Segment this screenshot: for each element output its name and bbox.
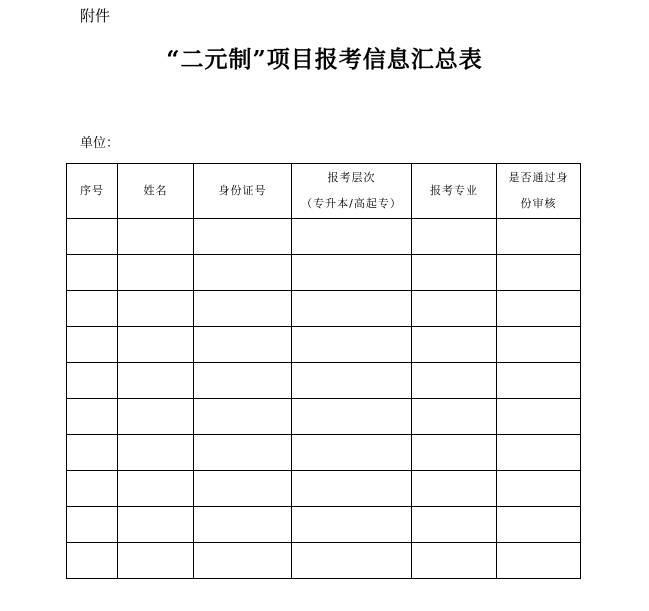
table-cell[interactable] (412, 435, 497, 471)
table-cell[interactable] (118, 255, 194, 291)
table-cell[interactable] (292, 435, 412, 471)
table-cell[interactable] (67, 255, 118, 291)
table-cell[interactable] (194, 255, 292, 291)
table-row (67, 327, 581, 363)
table-cell[interactable] (118, 327, 194, 363)
header-line: 报考专业 (430, 184, 478, 197)
table-cell[interactable] (412, 255, 497, 291)
table-cell[interactable] (118, 219, 194, 255)
table-cell[interactable] (292, 291, 412, 327)
table-row (67, 399, 581, 435)
table-cell[interactable] (194, 327, 292, 363)
table-cell[interactable] (118, 399, 194, 435)
table-cell[interactable] (497, 435, 581, 471)
table-cell[interactable] (292, 255, 412, 291)
attachment-label: 附件 (80, 7, 111, 25)
table-cell[interactable] (292, 399, 412, 435)
table-cell[interactable] (67, 471, 118, 507)
table-row (67, 435, 581, 471)
table-row (67, 543, 581, 579)
table-cell[interactable] (118, 507, 194, 543)
table-cell[interactable] (497, 471, 581, 507)
table-header-row (67, 164, 581, 219)
table-cell[interactable] (497, 291, 581, 327)
header-line: 份审核 (520, 197, 557, 210)
table-cell[interactable] (497, 543, 581, 579)
table-cell[interactable] (118, 291, 194, 327)
header-line: 身份证号 (218, 184, 267, 197)
column-header-index (67, 164, 118, 219)
table-cell[interactable] (194, 363, 292, 399)
table-cell[interactable] (194, 471, 292, 507)
table-cell[interactable] (497, 507, 581, 543)
table-cell[interactable] (412, 291, 497, 327)
table-cell[interactable] (292, 543, 412, 579)
table-cell[interactable] (292, 507, 412, 543)
column-header-verified (497, 164, 581, 219)
table-cell[interactable] (194, 507, 292, 543)
table-cell[interactable] (118, 435, 194, 471)
table-cell[interactable] (292, 327, 412, 363)
table-row (67, 471, 581, 507)
table-cell[interactable] (292, 363, 412, 399)
header-line: 报考层次 (327, 171, 376, 184)
table-cell[interactable] (118, 363, 194, 399)
table-cell[interactable] (194, 435, 292, 471)
registration-table (66, 163, 581, 579)
table-cell[interactable] (67, 363, 118, 399)
table-row (67, 219, 581, 255)
table-cell[interactable] (497, 219, 581, 255)
table-cell[interactable] (67, 291, 118, 327)
table-row (67, 255, 581, 291)
table-cell[interactable] (194, 543, 292, 579)
table-cell[interactable] (67, 399, 118, 435)
column-header-id-number (194, 164, 292, 219)
table-cell[interactable] (412, 327, 497, 363)
table-cell[interactable] (118, 471, 194, 507)
table-cell[interactable] (292, 471, 412, 507)
table-cell[interactable] (194, 219, 292, 255)
table-row (67, 363, 581, 399)
table-cell[interactable] (497, 363, 581, 399)
table-body (67, 219, 581, 579)
column-header-major (412, 164, 497, 219)
table-cell[interactable] (412, 471, 497, 507)
table-cell[interactable] (497, 255, 581, 291)
header-line: 序号 (80, 184, 104, 197)
column-header-level (292, 164, 412, 219)
header-line: 姓名 (143, 184, 168, 197)
table-cell[interactable] (67, 435, 118, 471)
table-cell[interactable] (194, 291, 292, 327)
table-cell[interactable] (194, 399, 292, 435)
table-cell[interactable] (67, 219, 118, 255)
column-header-name (118, 164, 194, 219)
table-cell[interactable] (118, 543, 194, 579)
table-cell[interactable] (497, 327, 581, 363)
table-cell[interactable] (67, 507, 118, 543)
header-line: （专升本/高起专） (301, 197, 402, 210)
table-row (67, 291, 581, 327)
table-cell[interactable] (412, 507, 497, 543)
table-row (67, 507, 581, 543)
table-cell[interactable] (412, 543, 497, 579)
table-cell[interactable] (497, 399, 581, 435)
table-cell[interactable] (292, 219, 412, 255)
table-cell[interactable] (412, 219, 497, 255)
table-cell[interactable] (412, 363, 497, 399)
page-title: “二元制”项目报考信息汇总表 (166, 46, 483, 73)
table-cell[interactable] (67, 327, 118, 363)
table-cell[interactable] (67, 543, 118, 579)
header-line: 是否通过身 (508, 171, 569, 184)
table-cell[interactable] (412, 399, 497, 435)
unit-label: 单位： (80, 136, 120, 151)
